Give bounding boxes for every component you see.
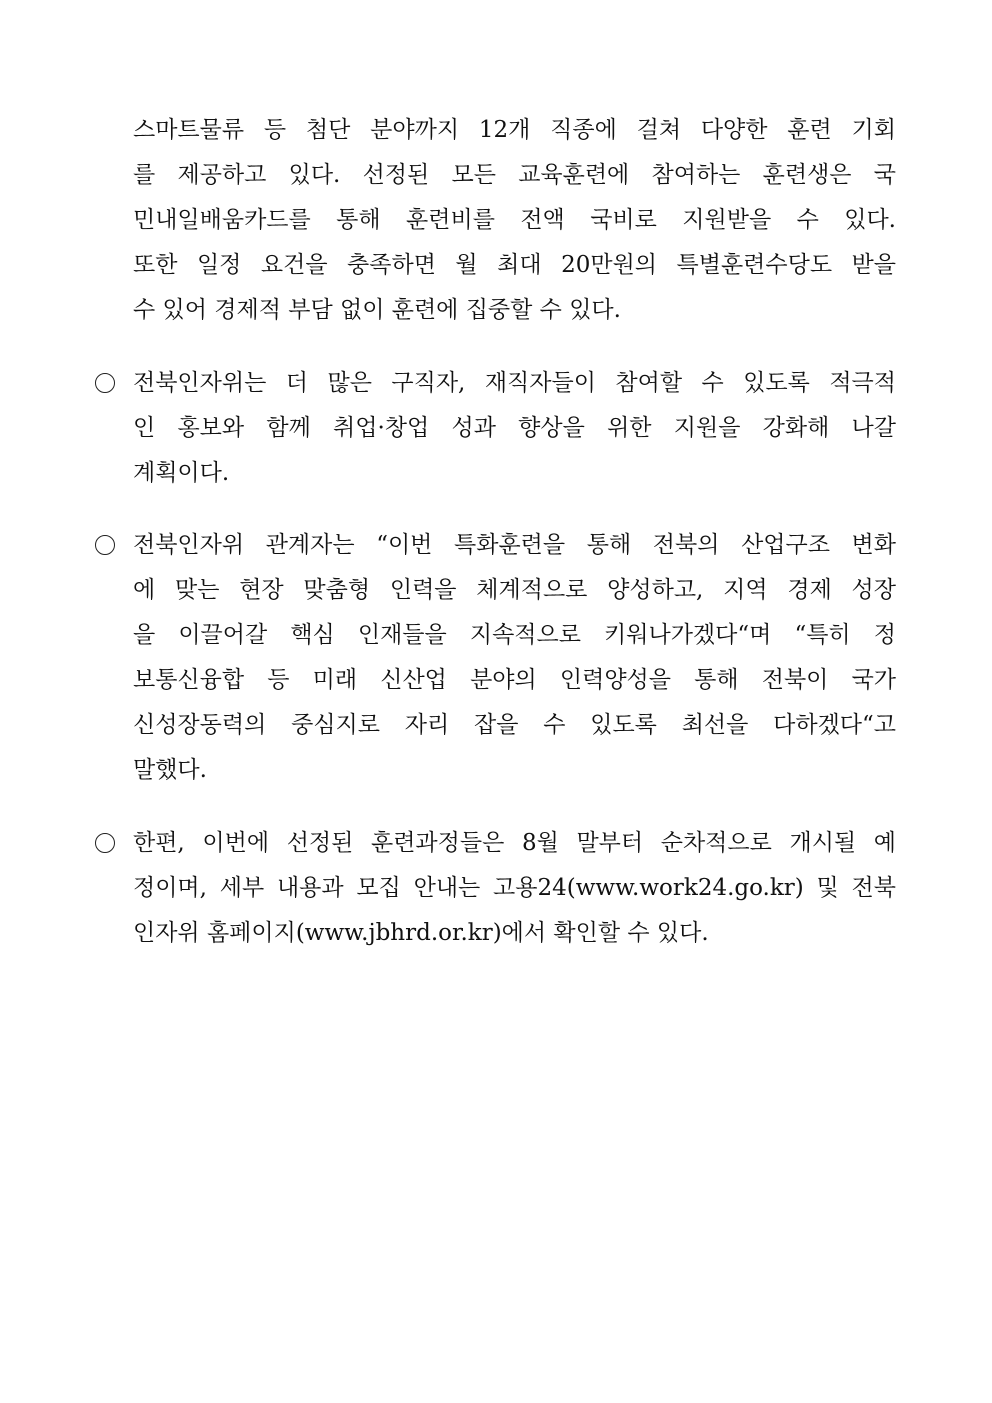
paragraph-line: 전북인자위는 더 많은 구직자, 재직자들이 참여할 수 있도록 적극적 [133, 370, 896, 396]
paragraph-line: 을 이끌어갈 핵심 인재들을 지속적으로 키워나가겠다“며 “특히 정 [133, 622, 896, 648]
paragraph-line: 인 홍보와 함께 취업·창업 성과 향상을 위한 지원을 강화해 나갈 [133, 415, 896, 441]
paragraph-line: 인자위 홈페이지(www.jbhrd.or.kr)에서 확인할 수 있다. [133, 920, 709, 946]
paragraph-line: 신성장동력의 중심지로 자리 잡을 수 있도록 최선을 다하겠다“고 [133, 712, 896, 738]
circle-bullet-icon [95, 535, 115, 555]
circle-bullet-icon [95, 373, 115, 393]
circle-bullet-icon [95, 833, 115, 853]
paragraph-line: 또한 일정 요건을 충족하면 월 최대 20만원의 특별훈련수당도 받을 [133, 252, 896, 278]
paragraph-line: 한편, 이번에 선정된 훈련과정들은 8월 말부터 순차적으로 개시될 예 [133, 830, 896, 856]
paragraph-line: 수 있어 경제적 부담 없이 훈련에 집중할 수 있다. [133, 297, 621, 323]
paragraph-line: 를 제공하고 있다. 선정된 모든 교육훈련에 참여하는 훈련생은 국 [133, 162, 896, 188]
paragraph-line: 전북인자위 관계자는 “이번 특화훈련을 통해 전북의 산업구조 변화 [133, 532, 896, 558]
paragraph-line: 스마트물류 등 첨단 분야까지 12개 직종에 걸쳐 다양한 훈련 기회 [133, 117, 896, 143]
paragraph-line: 계획이다. [133, 460, 230, 486]
paragraph-line: 보통신융합 등 미래 신산업 분야의 인력양성을 통해 전북이 국가 [133, 667, 896, 693]
paragraph-line: 에 맞는 현장 맞춤형 인력을 체계적으로 양성하고, 지역 경제 성장 [133, 577, 896, 603]
paragraph-line: 민내일배움카드를 통해 훈련비를 전액 국비로 지원받을 수 있다. [133, 207, 896, 233]
paragraph-line: 정이며, 세부 내용과 모집 안내는 고용24(www.work24.go.kr) 및 전북 [133, 875, 896, 901]
paragraph-line: 말했다. [133, 757, 207, 783]
